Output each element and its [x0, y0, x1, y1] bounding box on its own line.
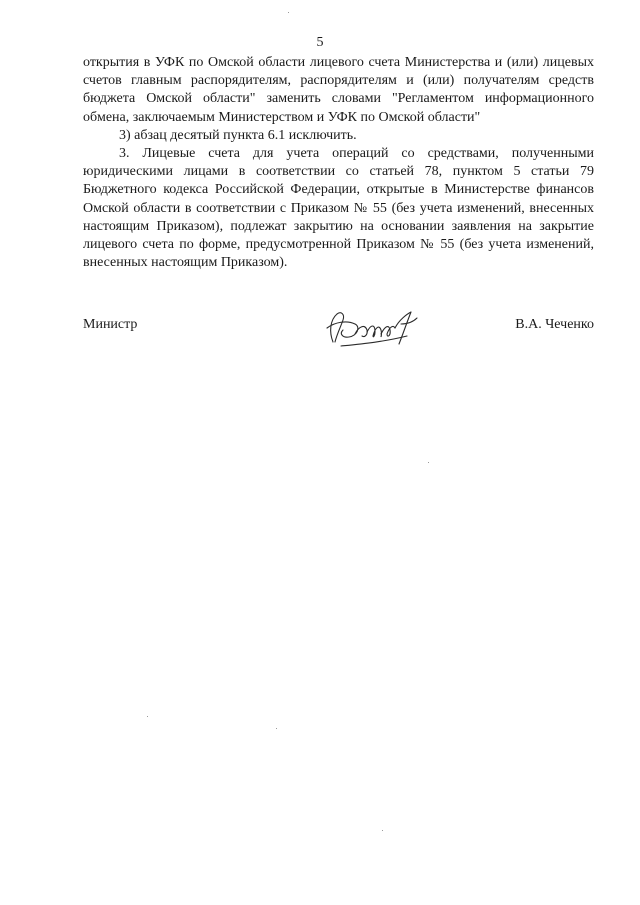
scan-speck [382, 830, 383, 831]
signer-name: В.А. Чеченко [515, 317, 594, 332]
paragraph-continuation: открытия в УФК по Омской области лицевого счета Министерства и (или) лицевых счетов главным распорядителям, распорядителям и (или) получателям средств бюджета Омской области" заменить словами "Регламентом информационного обмена, заключаемым Министерством и УФК по Омской области" [83, 55, 594, 125]
signer-title: Министр [83, 317, 138, 332]
paragraph-item-3: 3. Лицевые счета для учета операций со средствами, полученными юридическими лицами в соответствии со статьей 78, пунктом 5 статьи 79 Бюджетного кодекса Российской Федерации, открытые в Министерстве финансов Омской области в соответствии с Приказом № 55 (без учета изменений, внесенных настоящим Приказом), подлежат закрытию на основании заявления на закрытие лицевого счета по форме, предусмотренной Приказом № 55 (без учета изменений, внесенных настоящим Приказом). [83, 146, 594, 271]
page-number: 5 [316, 35, 324, 50]
scan-speck [288, 12, 289, 13]
scan-speck [147, 716, 148, 717]
signature-block [83, 306, 594, 356]
handwritten-signature [321, 306, 421, 350]
paragraph-subitem-3: 3) абзац десятый пункта 6.1 исключить. [119, 127, 357, 143]
scan-speck [276, 728, 277, 729]
scan-speck [428, 462, 429, 463]
document-body [83, 54, 594, 272]
